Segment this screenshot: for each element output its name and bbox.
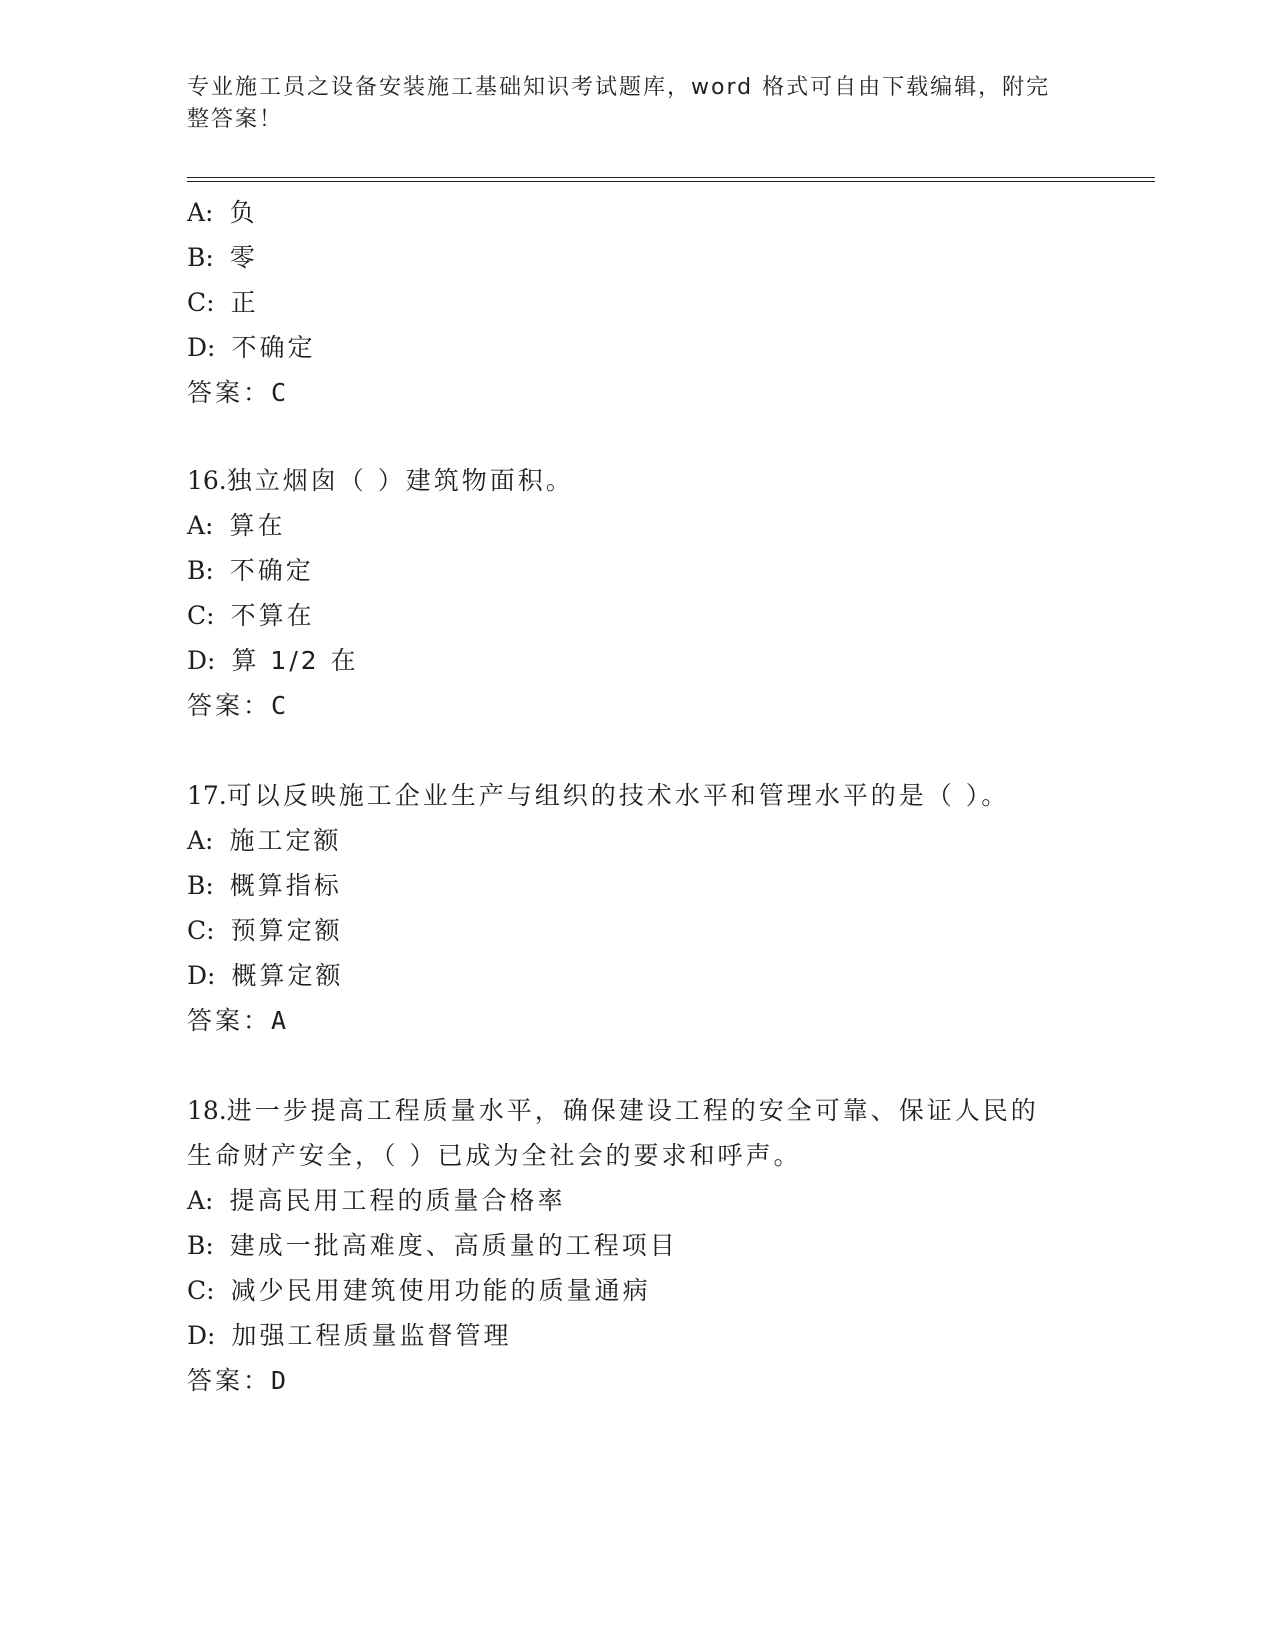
q15-option-c: C: 正 (187, 288, 259, 317)
q17-option-b: B: 概算指标 (187, 871, 342, 900)
q16-option-a: A: 算在 (187, 511, 286, 540)
q17-stem: 17.可以反映施工企业生产与组织的技术水平和管理水平的是（ ）。 (187, 781, 1010, 810)
q17-option-c: C: 预算定额 (187, 916, 343, 945)
q18-option-a: A: 提高民用工程的质量合格率 (187, 1186, 566, 1215)
header-line-2: 整答案！ (187, 107, 284, 132)
q16-option-c: C: 不算在 (187, 601, 315, 630)
q16-answer: 答案：C (187, 691, 287, 720)
header-rule-top (187, 177, 1155, 178)
document-header (187, 72, 1067, 136)
q15-option-a: A: 负 (187, 198, 258, 227)
q18-option-d: D: 加强工程质量监督管理 (187, 1321, 512, 1350)
q17-option-d: D: 概算定额 (187, 961, 344, 990)
q17-option-a: A: 施工定额 (187, 826, 342, 855)
q16-option-d: D: 算 1/2 在 (187, 646, 359, 675)
q15-option-d: D: 不确定 (187, 333, 316, 362)
q16-option-b: B: 不确定 (187, 556, 314, 585)
q18-option-b: B: 建成一批高难度、高质量的工程项目 (187, 1231, 678, 1260)
q18-answer: 答案：D (187, 1366, 287, 1395)
q15-option-b: B: 零 (187, 243, 258, 272)
q18-stem-line-1: 18.进一步提高工程质量水平，确保建设工程的安全可靠、保证人民的 (187, 1096, 1039, 1125)
q18-option-c: C: 减少民用建筑使用功能的质量通病 (187, 1276, 651, 1305)
q16-stem: 16.独立烟囱（ ）建筑物面积。 (187, 466, 574, 495)
q17-answer: 答案：A (187, 1006, 287, 1035)
header-line-1: 专业施工员之设备安装施工基础知识考试题库，word 格式可自由下载编辑，附完 (187, 75, 1051, 100)
q18-stem-line-2: 生命财产安全，（ ）已成为全社会的要求和呼声。 (187, 1141, 802, 1170)
q15-answer: 答案：C (187, 378, 287, 407)
header-rule-bottom (187, 181, 1155, 182)
